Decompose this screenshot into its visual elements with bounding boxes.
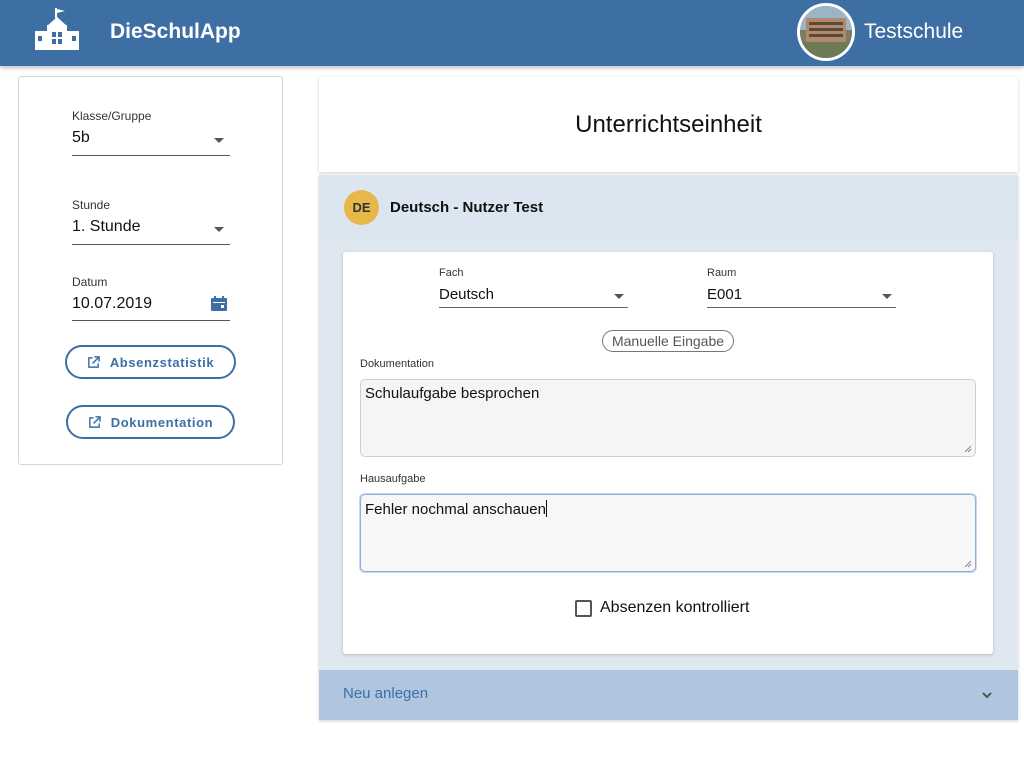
homework-text: Fehler nochmal anschauen [365,501,546,518]
resize-handle-icon[interactable] [964,445,972,453]
school-photo-icon [800,6,852,58]
absence-statistics-label: Absenzstatistik [109,354,215,370]
filter-panel [18,76,283,465]
calendar-icon[interactable] [210,296,228,312]
new-entry-expander[interactable] [319,670,1018,720]
room-select-value[interactable]: E001 [707,286,743,303]
text-cursor [546,500,547,517]
absence-statistics-button[interactable] [65,345,236,379]
subject-title: Deutsch - Nutzer Test [390,199,544,216]
chevron-down-icon[interactable] [882,294,892,299]
lesson-select[interactable] [72,198,230,246]
date-value[interactable]: 10.07.2019 [72,295,153,312]
lesson-section [319,175,1018,720]
chevron-down-icon[interactable] [614,294,624,299]
subject-select-label: Fach [439,267,464,279]
page-title: Unterrichtseinheit [575,111,762,138]
class-label: Klasse/Gruppe [72,109,152,123]
room-select[interactable] [707,267,896,309]
app-header [0,0,1024,66]
subject-header[interactable] [319,175,1018,239]
lesson-value[interactable]: 1. Stunde [72,218,141,235]
school-avatar[interactable] [797,3,855,61]
documentation-text: Schulaufgabe besprochen [365,385,540,402]
subject-badge: DE [344,190,379,225]
external-link-icon [87,356,100,369]
manual-entry-chip[interactable]: Manuelle Eingabe [602,330,734,352]
subject-select-value[interactable]: Deutsch [439,286,495,303]
absences-checkbox[interactable] [575,600,592,617]
chevron-down-icon[interactable] [214,138,224,143]
class-value[interactable]: 5b [72,129,90,146]
lesson-label: Stunde [72,198,111,212]
new-entry-label: Neu anlegen [343,685,429,702]
homework-textarea[interactable] [360,494,976,572]
date-label: Datum [72,275,108,289]
documentation-label: Dokumentation [110,414,214,430]
documentation-textarea[interactable] [360,379,976,457]
homework-field-label: Hausaufgabe [360,473,426,485]
main-title-card [319,77,1018,172]
app-title[interactable]: DieSchulApp [110,20,241,43]
lesson-form [343,252,993,654]
subject-select[interactable] [439,267,628,309]
absences-checked-label[interactable]: Absenzen kontrolliert [600,599,750,616]
chevron-down-icon[interactable] [214,227,224,232]
school-name[interactable]: Testschule [864,20,964,43]
documentation-button[interactable] [66,405,235,439]
school-building-icon[interactable] [33,6,81,52]
chevron-down-icon[interactable] [980,688,994,702]
resize-handle-icon[interactable] [964,560,972,568]
external-link-icon [88,416,101,429]
room-select-label: Raum [707,267,737,279]
absences-checked-row[interactable] [575,599,749,617]
date-field[interactable] [72,275,230,323]
class-select[interactable] [72,109,230,157]
documentation-field-label: Dokumentation [360,358,434,370]
